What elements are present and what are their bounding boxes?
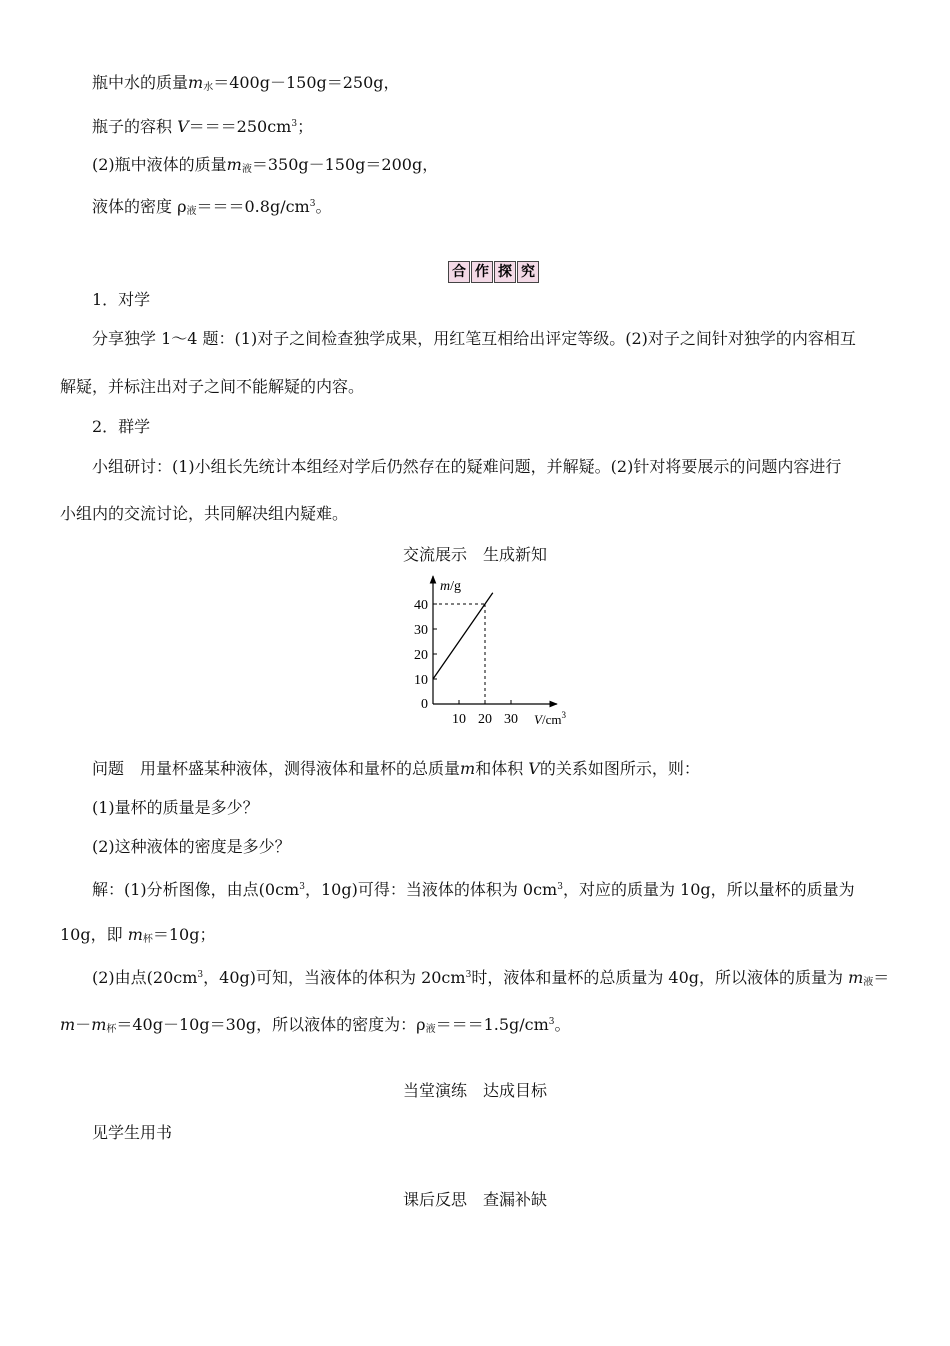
problem-statement: 问题 用量杯盛某种液体，测得液体和量杯的总质量m和体积 V的关系如图所示，则：	[92, 759, 700, 778]
section-reflect-title: 课后反思 查漏补缺	[402, 1190, 547, 1209]
y-tick-label: 20	[414, 648, 428, 663]
liquid-mass-line: (2)瓶中液体的质量$m_液=350g-150g=200g$，	[92, 155, 439, 175]
liquid-density-line: 液体的密度 $\rho_液===0.8g/cm^3$。	[92, 197, 332, 217]
y-axis-label: m/g	[440, 579, 462, 594]
practice-text: 见学生用书	[92, 1123, 173, 1142]
bottle-volume-line: 瓶子的容积 $V===250cm^3$；	[92, 117, 314, 136]
cooperation-badge	[448, 261, 539, 283]
solution-line-2: 10g，即 $m_杯=10g$；	[60, 925, 216, 945]
section-exchange-title: 交流展示 生成新知	[402, 545, 547, 564]
x-tick-label: 20	[478, 712, 492, 727]
pair-study-text: 分享独学 1～4 题：(1)对子之间检查独学成果，用红笔互相给出评定等级。(2)对子之间针对独学的内容相互	[92, 329, 856, 348]
group-study-text: 小组研讨：(1)小组长先统计本组经对学后仍然存在的疑难问题，并解疑。(2)针对将要展示的问题内容进行	[92, 457, 842, 476]
water-mass-line: 瓶中水的质量$m_水=400g-150g=250g$，	[92, 73, 400, 93]
badge-char: 作	[471, 261, 493, 283]
solution-line-3: (2)由点($20cm^3$，40g)可知，当液体的体积为 $20cm^3$时，液体和量杯的总质量为 40g，所以液体的质量为 $m_液=$	[92, 968, 890, 988]
group-study-text-cont: 小组内的交流讨论，共同解决组内疑难。	[60, 504, 349, 523]
y-tick-label: 40	[414, 598, 428, 613]
x-axis-label: $V/cm^3$	[534, 710, 566, 727]
pair-study-text-cont: 解疑，并标注出对子之间不能解疑的内容。	[60, 377, 365, 396]
group-study-heading: 2．群学	[92, 417, 151, 436]
origin-label: 0	[421, 697, 428, 712]
x-tick-label: 10	[452, 712, 466, 727]
mass-volume-chart	[400, 572, 580, 732]
solution-line-1: 解：(1)分析图像，由点($0cm^3$，10g)可得：当液体的体积为 $0cm^3$，对应的质量为 10g，所以量杯的质量为	[92, 880, 855, 899]
pair-study-heading: 1．对学	[92, 290, 151, 309]
y-tick-label: 30	[414, 623, 428, 638]
solution-line-4: $m-m_杯=40g-10g=30g$，所以液体的密度为：$\rho_液===1.5g/cm^3$。	[60, 1015, 571, 1035]
x-tick-label: 30	[504, 712, 518, 727]
y-tick-label: 10	[414, 673, 428, 688]
section-practice-title: 当堂演练 达成目标	[402, 1081, 547, 1100]
question-2: (2)这种液体的密度是多少？	[92, 837, 291, 856]
badge-char: 究	[517, 261, 539, 283]
series-line	[433, 593, 493, 679]
badge-char: 合	[448, 261, 470, 283]
question-1: (1)量杯的质量是多少？	[92, 798, 259, 817]
badge-char: 探	[494, 261, 516, 283]
